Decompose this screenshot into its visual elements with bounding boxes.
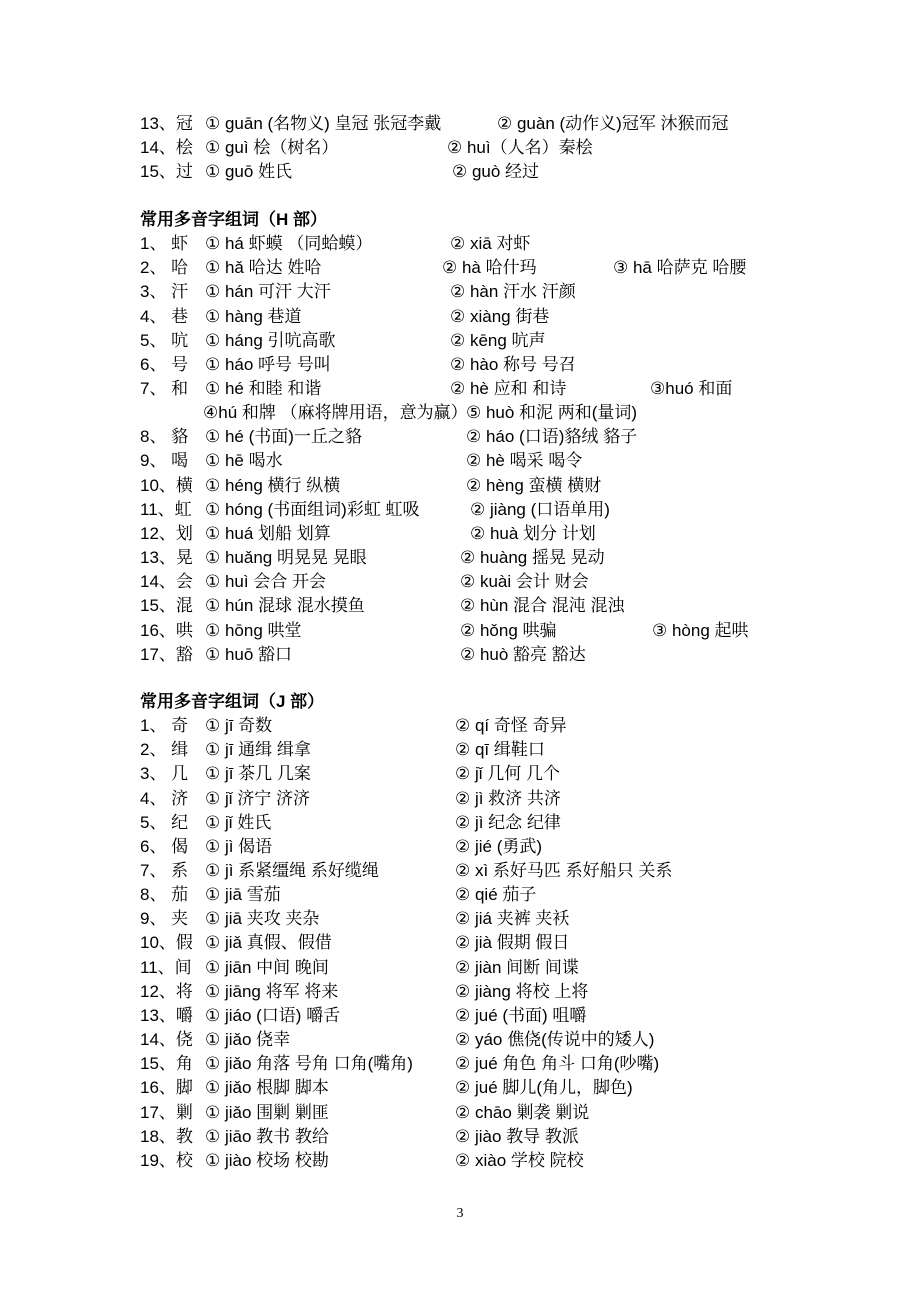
reading-2: ② jì 救济 共济 xyxy=(455,789,561,808)
reading-1: ① huì 会合 开会 xyxy=(205,572,327,591)
reading-2: ② yáo 僬侥(传说中的矮人) xyxy=(455,1030,655,1049)
reading-1: ① hóng (书面组词)彩虹 虹吸 xyxy=(205,500,420,519)
reading-2: ② jié (勇武) xyxy=(455,837,543,856)
reading-1: ① guì 桧（树名） xyxy=(205,138,339,157)
entry-character: 5、 纪 xyxy=(140,813,189,832)
reading-1: ① jiā 雪茄 xyxy=(205,885,281,904)
reading-1: ① huō 豁口 xyxy=(205,645,293,664)
reading-1: ① hé (书面)一丘之貉 xyxy=(205,427,362,446)
entry-character: 5、 吭 xyxy=(140,331,189,350)
entry-character: 16、哄 xyxy=(140,621,193,640)
reading-2: ② xiào 学校 院校 xyxy=(455,1151,584,1170)
reading-1: ① jiāo 教书 教给 xyxy=(205,1127,329,1146)
reading-1: ① jī 奇数 xyxy=(205,716,273,735)
reading-1: ① jiǎo 侥幸 xyxy=(205,1030,291,1049)
entry-character: 2、 缉 xyxy=(140,740,189,759)
reading-2: ② jué (书面) 咀嚼 xyxy=(455,1006,587,1025)
reading-1: ① jī 通缉 缉拿 xyxy=(205,740,311,759)
entry-character: 14、会 xyxy=(140,572,193,591)
entry-character: 9、 夹 xyxy=(140,909,189,928)
reading-2: ② hà 哈什玛 xyxy=(442,258,537,277)
reading-1: ① jiǎ 真假、假借 xyxy=(205,933,332,952)
entry-character: 17、豁 xyxy=(140,645,193,664)
reading-1: ① hǎ 哈达 姓哈 xyxy=(205,258,322,277)
reading-1: ① huá 划船 划算 xyxy=(205,524,331,543)
entry-character: 18、教 xyxy=(140,1127,193,1146)
reading-1: ① jiǎo 根脚 脚本 xyxy=(205,1078,329,1097)
reading-1: ① jiǎo 角落 号角 口角(嘴角) xyxy=(205,1054,413,1073)
reading-1: ① hún 混球 混水摸鱼 xyxy=(205,596,365,615)
entry-character: 3、 几 xyxy=(140,764,189,783)
reading-2: ② hè 喝采 喝令 xyxy=(466,451,583,470)
entry-character: 12、将 xyxy=(140,982,193,1001)
reading-2: ② jué 角色 角斗 口角(吵嘴) xyxy=(455,1054,660,1073)
reading-2: ② kēng 吭声 xyxy=(450,331,546,350)
reading-2: ② hèng 蛮横 横财 xyxy=(466,476,602,495)
entry-character: 13、冠 xyxy=(140,114,193,133)
page-number: 3 xyxy=(456,1206,464,1221)
entry-character: 13、晃 xyxy=(140,548,193,567)
entry-character: 7、 和 xyxy=(140,379,189,398)
reading-2: ② qī 缉鞋口 xyxy=(455,740,545,759)
reading-1: ① hōng 哄堂 xyxy=(205,621,302,640)
reading-3: ③ hòng 起哄 xyxy=(652,621,749,640)
reading-1: ① jī 茶几 几案 xyxy=(205,764,311,783)
reading-1: ④hú 和牌 （麻将牌用语，意为赢） xyxy=(203,403,468,422)
entry-character: 2、 哈 xyxy=(140,258,189,277)
reading-2: ② jià 假期 假日 xyxy=(455,933,570,952)
reading-2: ② huàng 摇晃 晃动 xyxy=(460,548,605,567)
reading-1: ① jiāng 将军 将来 xyxy=(205,982,339,1001)
reading-2: ② xì 系好马匹 系好船只 关系 xyxy=(455,861,673,880)
entry-character: 10、假 xyxy=(140,933,193,952)
reading-2: ② jiàng 将校 上将 xyxy=(455,982,589,1001)
entry-character: 8、 茄 xyxy=(140,885,189,904)
reading-1: ① hàng 巷道 xyxy=(205,307,302,326)
entry-character: 4、 济 xyxy=(140,789,189,808)
reading-1: ① jǐ 姓氏 xyxy=(205,813,272,832)
entry-character: 15、混 xyxy=(140,596,193,615)
reading-1: ① héng 横行 纵横 xyxy=(205,476,341,495)
entry-character: 9、 喝 xyxy=(140,451,189,470)
reading-1: ① guān (名物义) 皇冠 张冠李戴 xyxy=(205,114,442,133)
reading-1: ① jì 偈语 xyxy=(205,837,273,856)
entry-character: 11、虹 xyxy=(140,500,192,519)
entry-character: 6、 偈 xyxy=(140,837,189,856)
reading-1: ① há 虾蟆 （同蛤蟆） xyxy=(205,234,373,253)
reading-1: ① jì 系紧缰绳 系好缆绳 xyxy=(205,861,379,880)
reading-2: ② hào 称号 号召 xyxy=(450,355,576,374)
entry-character: 14、桧 xyxy=(140,138,193,157)
entry-character: 6、 号 xyxy=(140,355,189,374)
entry-character: 11、间 xyxy=(140,958,192,977)
reading-2: ② hùn 混合 混沌 混浊 xyxy=(460,596,625,615)
reading-2: ② hǒng 哄骗 xyxy=(460,621,557,640)
entry-character: 12、划 xyxy=(140,524,193,543)
reading-2: ② xiā 对虾 xyxy=(450,234,531,253)
reading-2: ② qí 奇怪 奇异 xyxy=(455,716,567,735)
reading-2: ② xiàng 街巷 xyxy=(450,307,550,326)
entry-character: 17、剿 xyxy=(140,1103,193,1122)
reading-1: ① guō 姓氏 xyxy=(205,162,293,181)
entry-character: 8、 貉 xyxy=(140,427,189,446)
reading-3: ③ hā 哈萨克 哈腰 xyxy=(613,258,747,277)
entry-character: 7、 系 xyxy=(140,861,189,880)
reading-2: ② hè 应和 和诗 xyxy=(450,379,567,398)
reading-2: ② jì 纪念 纪律 xyxy=(455,813,561,832)
entry-character: 4、 巷 xyxy=(140,307,189,326)
entry-character: 1、 虾 xyxy=(140,234,189,253)
reading-1: ① hé 和睦 和谐 xyxy=(205,379,322,398)
reading-2: ② huì（人名）秦桧 xyxy=(447,138,593,157)
reading-1: ① háng 引吭高歌 xyxy=(205,331,336,350)
entry-character: 3、 汗 xyxy=(140,282,189,301)
reading-2: ⑤ huò 和泥 两和(量词) xyxy=(466,403,638,422)
section-heading: 常用多音字组词（J 部） xyxy=(140,692,325,711)
reading-1: ① jiā 夹攻 夹杂 xyxy=(205,909,320,928)
reading-2: ② huà 划分 计划 xyxy=(470,524,596,543)
reading-2: ② háo (口语)貉绒 貉子 xyxy=(466,427,638,446)
reading-2: ② hàn 汗水 汗颜 xyxy=(450,282,576,301)
entry-character: 14、侥 xyxy=(140,1030,193,1049)
entry-character: 15、过 xyxy=(140,162,193,181)
reading-1: ① jiān 中间 晚间 xyxy=(205,958,329,977)
reading-2: ② huò 豁亮 豁达 xyxy=(460,645,586,664)
entry-character: 16、脚 xyxy=(140,1078,193,1097)
reading-2: ② chāo 剿袭 剿说 xyxy=(455,1103,590,1122)
reading-2: ② guò 经过 xyxy=(452,162,540,181)
reading-1: ① hán 可汗 大汗 xyxy=(205,282,331,301)
reading-1: ① jiào 校场 校勘 xyxy=(205,1151,329,1170)
reading-1: ① jǐ 济宁 济济 xyxy=(205,789,310,808)
reading-2: ② jué 脚儿(角儿，脚色) xyxy=(455,1078,633,1097)
reading-1: ① jiǎo 围剿 剿匪 xyxy=(205,1103,329,1122)
entry-character: 19、校 xyxy=(140,1151,193,1170)
entry-character: 10、横 xyxy=(140,476,193,495)
reading-1: ① huǎng 明晃晃 晃眼 xyxy=(205,548,367,567)
reading-3: ③huó 和面 xyxy=(650,379,733,398)
entry-character: 13、嚼 xyxy=(140,1006,193,1025)
reading-2: ② jiàn 间断 间谍 xyxy=(455,958,579,977)
reading-2: ② qié 茄子 xyxy=(455,885,537,904)
reading-2: ② kuài 会计 财会 xyxy=(460,572,589,591)
reading-2: ② jiào 教导 教派 xyxy=(455,1127,579,1146)
reading-1: ① háo 呼号 号叫 xyxy=(205,355,331,374)
reading-1: ① jiáo (口语) 嚼舌 xyxy=(205,1006,341,1025)
section-heading: 常用多音字组词（H 部） xyxy=(140,210,327,229)
reading-2: ② jiá 夹裤 夹袄 xyxy=(455,909,570,928)
reading-2: ② guàn (动作义)冠军 沐猴而冠 xyxy=(497,114,729,133)
reading-2: ② jǐ 几何 几个 xyxy=(455,764,560,783)
entry-character: 1、 奇 xyxy=(140,716,189,735)
entry-character: 15、角 xyxy=(140,1054,193,1073)
reading-2: ② jiàng (口语单用) xyxy=(470,500,610,519)
reading-1: ① hē 喝水 xyxy=(205,451,283,470)
